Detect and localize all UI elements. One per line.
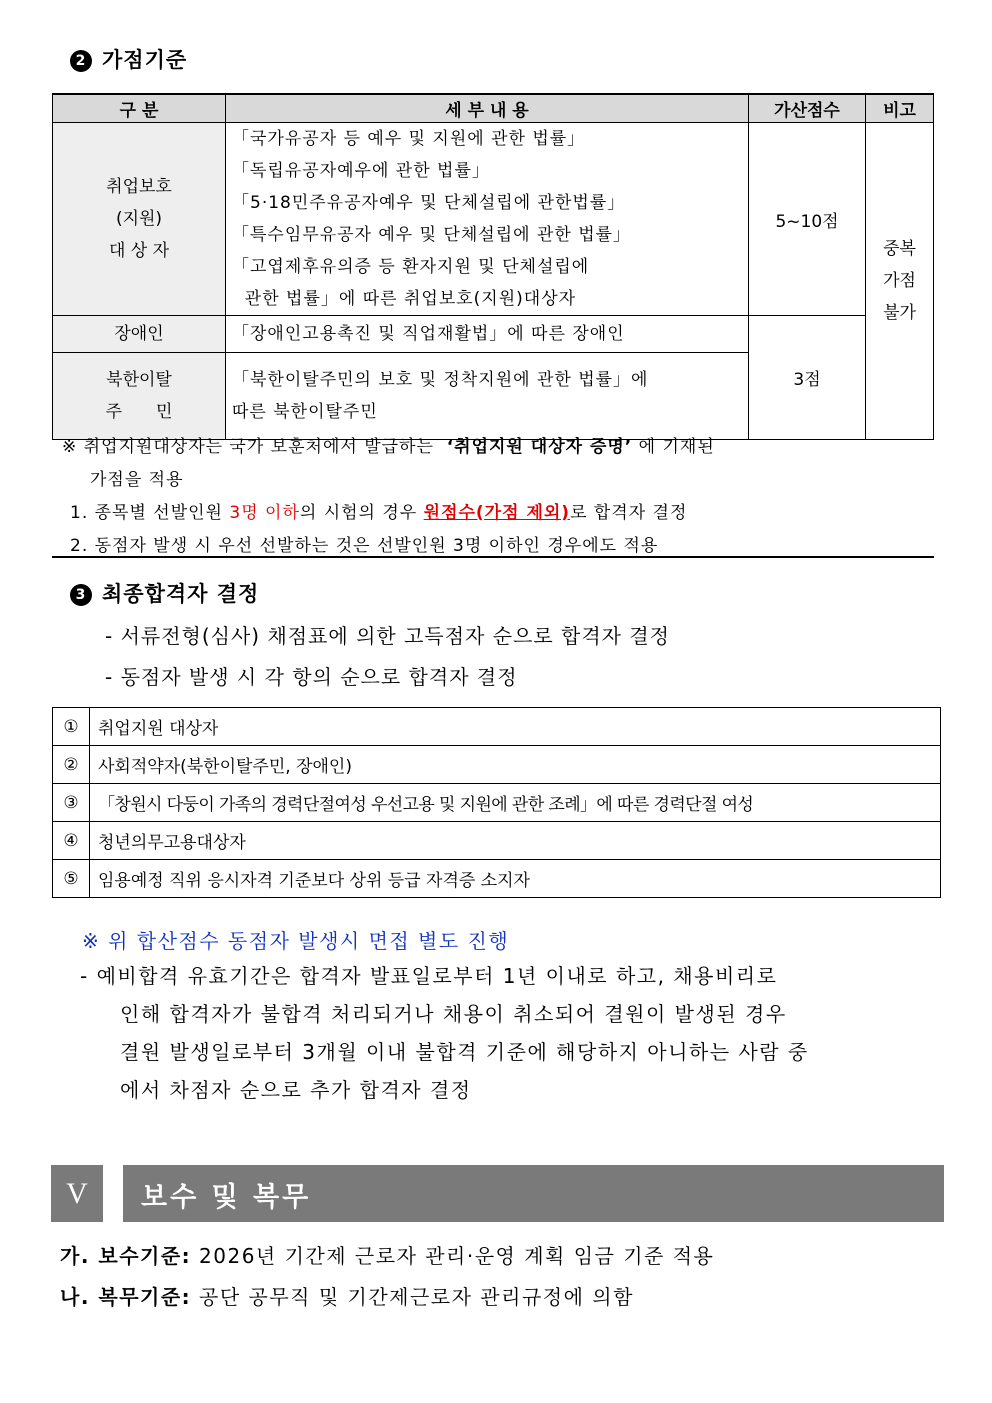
detail-line: 「장애인고용촉진 및 직업재활법」에 따른 장애인	[232, 324, 625, 344]
points-shared: 3점	[749, 316, 866, 440]
divider	[52, 556, 934, 558]
table-row	[53, 784, 941, 822]
priority-number: ④	[53, 822, 90, 860]
header-category: 구 분	[53, 94, 226, 123]
reserve-paragraph	[80, 957, 960, 1109]
note-bold: ‘취업지원 대상자 증명’	[446, 437, 633, 457]
note-item-1	[62, 497, 934, 530]
priority-number: ①	[53, 708, 90, 746]
detail-line: 관한 법률」에 따른 취업보호(지원)대상자	[232, 289, 577, 309]
note-text: 의 시험의 경우	[299, 503, 424, 523]
priority-text: 「창원시 다둥이 가족의 경력단절여성 우선고용 및 지원에 관한 조례」에 따른 경력단절 여성	[90, 784, 941, 822]
section-2-title: 가점기준	[102, 48, 188, 72]
note-line-2: 가점을 적용	[90, 470, 184, 490]
detail-line: 「독립유공자예우에 관한 법률」	[232, 161, 490, 181]
detail-line: 「특수임무유공자 예우 및 단체설립에 관한 법률」	[232, 225, 632, 245]
reserve-line: 에서 차점자 순으로 추가 합격자 결정	[120, 1078, 472, 1102]
red-text: 3명 이하	[229, 503, 300, 523]
section-5-title: 보수 및 복무	[141, 1182, 312, 1213]
priority-number: ⑤	[53, 860, 90, 898]
table-row	[53, 123, 934, 316]
note-text: 1. 종목별 선발인원	[70, 503, 230, 523]
detail-line: 따른 북한이탈주민	[232, 402, 378, 422]
table-row	[53, 708, 941, 746]
note-text: 취업지원대상자는 국가 보훈처에서 발급하는	[83, 437, 434, 457]
remark-line: 중복	[883, 239, 916, 259]
section-5-numeral: V	[51, 1165, 103, 1222]
note-text: 에 기재된	[638, 437, 715, 457]
priority-table	[52, 707, 941, 898]
pay-label: 가. 보수기준:	[60, 1244, 192, 1268]
detail-line: 「고엽제후유의증 등 환자지원 및 단체설립에	[232, 257, 590, 277]
details-defector	[226, 353, 749, 440]
number-2-icon: 2	[70, 50, 92, 72]
section-2-heading	[70, 44, 187, 74]
category-line: 북한이탈	[106, 370, 172, 390]
table-row	[53, 822, 941, 860]
pay-criteria	[60, 1240, 714, 1269]
pay-text: 2026년 기간제 근로자 관리·운영 계획 임금 기준 적용	[199, 1244, 715, 1268]
category-defector	[53, 353, 226, 440]
header-remark: 비고	[866, 94, 934, 123]
category-disabled: 장애인	[53, 316, 226, 353]
remark-cell	[866, 123, 934, 440]
priority-text: 임용예정 직위 응시자격 기준보다 상위 등급 자격증 소지자	[90, 860, 941, 898]
note-mark: ※	[62, 437, 78, 457]
number-3-icon: 3	[70, 584, 92, 606]
header-points: 가산점수	[749, 94, 866, 123]
table-header-row	[53, 94, 934, 123]
bonus-note	[62, 431, 934, 563]
category-line: 주 민	[105, 402, 173, 422]
priority-text: 사회적약자(북한이탈주민, 장애인)	[90, 746, 941, 784]
section-5-banner	[123, 1165, 944, 1222]
red-bold-text: 원점수(가점 제외)	[423, 503, 571, 523]
priority-text: 취업지원 대상자	[90, 708, 941, 746]
reserve-line: 인해 합격자가 불합격 처리되거나 채용이 취소되어 결원이 발생된 경우	[120, 1002, 787, 1026]
section-3-title: 최종합격자 결정	[102, 582, 260, 606]
points-employment-protection: 5~10점	[749, 123, 866, 316]
service-text: 공단 공무직 및 기간제근로자 관리규정에 의함	[199, 1285, 634, 1309]
category-line: (지원)	[115, 209, 163, 229]
category-employment-protection	[53, 123, 226, 316]
section-3-line-2: - 동점자 발생 시 각 항의 순으로 합격자 결정	[105, 665, 518, 689]
priority-number: ②	[53, 746, 90, 784]
section-3-heading	[70, 578, 259, 608]
category-line: 대 상 자	[108, 241, 170, 261]
details-employment-protection	[226, 123, 749, 316]
detail-line: 「국가유공자 등 예우 및 지원에 관한 법률」	[232, 129, 586, 149]
priority-text: 청년의무고용대상자	[90, 822, 941, 860]
note-text: 로 합격자 결정	[570, 503, 688, 523]
tie-interview-note: ※ 위 합산점수 동점자 발생시 면접 별도 진행	[82, 929, 510, 953]
table-row	[53, 746, 941, 784]
remark-line: 가점	[883, 271, 916, 291]
bonus-criteria-table	[52, 93, 934, 440]
reserve-line: - 예비합격 유효기간은 합격자 발표일로부터 1년 이내로 하고, 채용비리로	[80, 964, 778, 988]
header-details: 세 부 내 용	[226, 94, 749, 123]
reserve-line: 결원 발생일로부터 3개월 이내 불합격 기준에 해당하지 아니하는 사람 중	[120, 1040, 809, 1064]
category-line: 취업보호	[106, 177, 172, 197]
table-row	[53, 860, 941, 898]
service-criteria	[60, 1281, 634, 1310]
section-3-line-1: - 서류전형(심사) 채점표에 의한 고득점자 순으로 합격자 결정	[105, 624, 671, 648]
note-line-1	[62, 431, 934, 464]
detail-line: 「5·18민주유공자예우 및 단체설립에 관한법률」	[232, 193, 626, 213]
detail-line: 「북한이탈주민의 보호 및 정착지원에 관한 법률」에	[232, 370, 649, 390]
service-label: 나. 복무기준:	[60, 1285, 192, 1309]
priority-number: ③	[53, 784, 90, 822]
details-disabled	[226, 316, 749, 353]
note-item-2: 2. 동점자 발생 시 우선 선발하는 것은 선발인원 3명 이하인 경우에도 적용	[70, 536, 659, 556]
remark-line: 불가	[883, 303, 916, 323]
table-row	[53, 316, 934, 353]
